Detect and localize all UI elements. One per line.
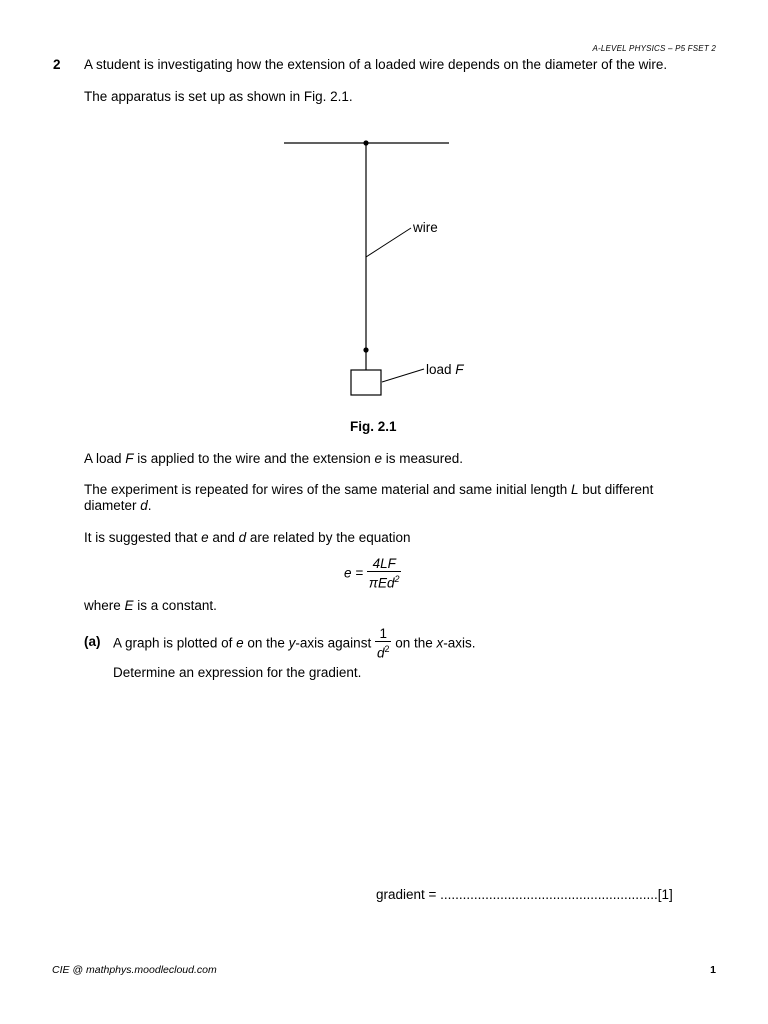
equation: e = $\frac{4LF}{\pi Ed^2}$	[344, 556, 400, 591]
one-over-d-squared: $\frac{1}{d^2}$	[376, 626, 390, 661]
paragraph-load: A load F is applied to the wire and the extension e is measured.	[84, 451, 464, 466]
answer-label: gradient =	[376, 887, 441, 902]
answer-dots[interactable]: ..........................................................	[440, 887, 658, 902]
marks: [1]	[657, 887, 673, 902]
question-intro: A student is investigating how the extension of a loaded wire depends on the diameter of the wire.	[84, 57, 668, 72]
apparatus-diagram	[0, 0, 768, 440]
load-box	[351, 370, 381, 395]
part-a-instruction: Determine an expression for the gradient.	[113, 665, 362, 680]
answer-line[interactable]	[376, 887, 673, 902]
apparatus-text: The apparatus is set up as shown in Fig. 2.1.	[84, 89, 353, 104]
wire-label-leader	[366, 228, 411, 257]
paragraph-constant: where E is a constant.	[84, 598, 217, 613]
question-number: 2	[53, 57, 61, 72]
load-label: load F	[426, 362, 464, 377]
page-header: A-LEVEL PHYSICS – P5 FSET 2	[592, 44, 716, 53]
paragraph-repeat: The experiment is repeated for wires of the same material and same initial length L but different diameter d.	[84, 482, 654, 513]
load-label-leader	[382, 369, 424, 382]
page-number: 1	[710, 964, 716, 976]
figure-caption: Fig. 2.1	[350, 419, 397, 434]
paragraph-suggested: It is suggested that e and d are related by the equation	[84, 530, 411, 545]
equation-fraction: $\frac{4LF}{\pi Ed^2}$	[368, 556, 400, 591]
part-a-label: (a)	[84, 634, 101, 649]
wire-label: wire	[413, 220, 438, 235]
footer-source: CIE @ mathphys.moodlecloud.com	[52, 964, 217, 976]
part-a-question: A graph is plotted of e on the y-axis against $\frac{1}{d^2}$ on the x-axis.	[113, 626, 476, 661]
